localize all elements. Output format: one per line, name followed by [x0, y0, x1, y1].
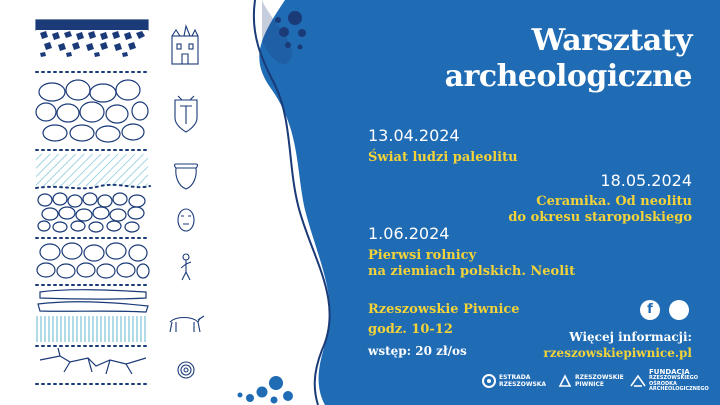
logo-piwnice-line-1: RZESZOWSKIE [575, 374, 624, 381]
logo-estrada-line-1: ESTRADA [499, 374, 531, 381]
ammonite-icon [178, 362, 194, 378]
layer-slabs [38, 290, 148, 312]
logo-estrada-line-2: RZESZOWSKA [499, 381, 547, 388]
layer-bedrock [40, 348, 146, 374]
logo-fundacja-line-2: RZESZOWSKIEGO OŚRODKA [649, 375, 698, 387]
event-2-title-line-1: Ceramika. Od neolitu [536, 194, 692, 209]
event-1-title: Świat ludzi paleolitu [368, 150, 518, 165]
layer-rubble [36, 20, 148, 58]
fundacja-logo-icon [630, 374, 646, 388]
logo-fundacja-line-3: ARCHEOLOGICZNEGO [649, 386, 709, 393]
logo-fundacja-line-1: FUNDACJA [649, 368, 690, 377]
estrada-logo-icon [482, 374, 496, 388]
event-2-date: 18.05.2024 [600, 171, 692, 190]
venue-place: Rzeszowskie Piwnice [368, 302, 520, 317]
cave-animal-icon [170, 316, 204, 332]
event-2-title-line-2: do okresu staropolskiego [508, 210, 692, 225]
castle-icon [172, 26, 198, 64]
event-1-date: 13.04.2024 [368, 126, 460, 145]
layer-medium-stones [37, 243, 149, 278]
event-3-title-line-2: na ziemiach polskich. Neolit [368, 264, 576, 279]
logo-fundacja [630, 368, 720, 393]
logo-estrada [482, 372, 546, 390]
human-figure-icon [181, 254, 191, 280]
event-3-date: 1.06.2024 [368, 224, 450, 243]
event-3-title-line-1: Pierwsi rolnicy [368, 248, 477, 263]
pottery-icon [175, 164, 198, 189]
instagram-icon[interactable] [669, 300, 689, 320]
coat-of-arms-icon [175, 96, 197, 132]
layer-small-stones [38, 193, 145, 232]
logo-piwnice-line-2: PIWNICE [575, 381, 605, 388]
more-info-url[interactable]: rzeszowskiepiwnice.pl [543, 346, 692, 360]
venue-entry: wstęp: 20 zł/os [368, 344, 467, 358]
title-line-1: Warsztaty [531, 23, 692, 58]
title-line-2: archeologiczne [444, 59, 692, 94]
dots-bottom [238, 376, 294, 404]
logo-piwnice [558, 372, 624, 390]
more-info-label: Więcej informacji: [569, 330, 692, 344]
facebook-icon[interactable]: f [640, 300, 660, 320]
piwnice-logo-icon [558, 374, 572, 388]
venue-hours: godz. 10-12 [368, 322, 453, 337]
stratigraphy [36, 20, 150, 384]
mask-icon [178, 209, 194, 231]
layer-big-stones [36, 80, 148, 142]
